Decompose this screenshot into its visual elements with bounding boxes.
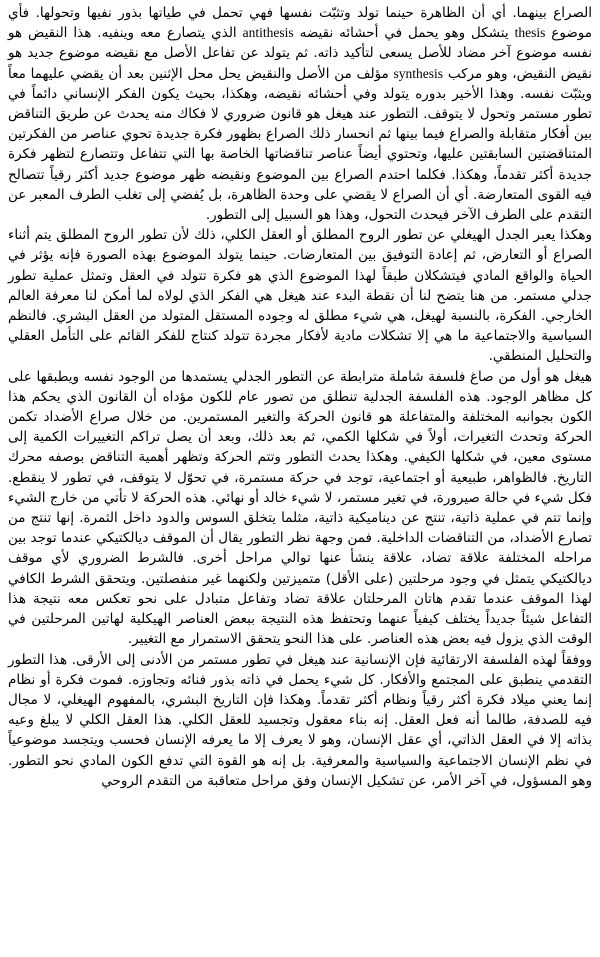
body-paragraph [8,650,592,791]
paragraph-text: ووفقاً لهذه الفلسفة الارتقائية فإن الإنسانية عند هيغل في تطور مستمر من الأدنى إلى الأرقى. هذا التطور التقدمي ينطبق على المجتمع والأفكار. كل شيء يحمل في ذاته بذور فنائه وتجاوزه. فموت فكرة أو نظام إنما يعني ميلاد فكرة أكثر رقياً ونظام أكثر تقدماً. وهكذا فإن التاريخ البشري، بالمفهوم الهيغلي، لا مجال فيه للصدفة، طالما أنه فعل العقل. إنه بناء معقول وتجسيد للعقل الكلي. هذا العقل الكلي لا يبلغ وعيه بذاته إلا في العقل الذاتي، أي عقل الإنسان، وهو لا يعرف إلا ما يعرفه الإنسان فحسب ويتجسد موضوعياً في نظم الإنسان الاجتماعية والسياسية والمعرفية. بل إنه هو القوة التي تدفع الكون المادي نحو التطور. وهو المسؤول، في آخر الأمر، عن تشكيل الإنسان وفق مراحل متعاقبة من التقدم الروحي [8,651,592,789]
body-paragraph [8,3,592,225]
paragraph-text: الذي يتصارع معه وينفيه. هذا النقيض هو نفسه موضوع آخر مضاد للأصل يسعى لتأكيد ذاته. ثم يتولد عن تفاعل الأصل مع نقيضه موضوع جديد هو نقيض النقيض، وهو مركب [8,25,592,82]
paragraph-text: هيغل هو أول من صاغ فلسفة شاملة مترابطة عن التطور الجدلي يستمدها من الوجود نفسه ويطبقها على كل مظاهر الوجود. هذه الفلسفة الجدلية تنطلق من تصور عام للكون مؤداه أن القانون الذي يحكم هذا الكون بجوانبه المختلفة والمتفاعلة هو قانون الحركة والتغير المستمرين. من خلال صراع الأضداد تكمن الحركة وتحدث التغيرات، أولاً في شكلها الكمي، ثم بعد ذلك، وبعد أن يصل تراكم التغييرات الكمية إلى مستوى معين، في شكلها الكيفي. وهكذا يحدث التطور وتتم الحركة وتظهر أهمية التناقض بوصفه محرك التاريخ. فالظواهر، طبيعية أو اجتماعية، توجد في حركة مستمرة، في تحوّل لا يتوقف، في تطور لا ينقطع. فكل شيء في حالة صيرورة، في تغير مستمر، لا شيء خالد أو نهائي. هذه الحركة لا تأتي من خارج الشيء وإنما تتم في عملية ذاتية، تنتج عن ديناميكية ذاتية، مثلما يتخلق السوس والدود داخل الثمرة. إنها تنتج من تصارع الأضداد، من التناقضات الداخلية. فمن وجهة نظر التطور يقال أن الموقف ديالكتيكي عندما توجد بين مراحله المختلفة علاقة تضاد، علاقة ينشأ عنها توالي مراحل أخرى. فالشرط الضروري لأي موقف ديالكتيكي يتمثل في وجود مرحلتين (على الأقل) متميزتين ولكنهما غير منفصلتين. ويتحقق الشرط الكافي لهذا الموقف عندما تقدم هاتان المرحلتان علاقة تضاد وتفاعل متبادل على نحو تعكس معه نتيجة هذا التفاعل شيئاً جديداً يختلف كيفياً عنهما وتحتفظ هذه النتيجة ببعض العناصر الهيكلية لهاتين المرحلتين في الوقت الذي يزول فيه بعض هذه العناصر. على هذا النحو يتحقق الاستمرار مع التغيير. [8,368,592,648]
document-body [8,3,592,791]
paragraph-text: مؤلف من الأصل والنقيض يحل محل الإثنين بعد أن يقضي عليهما معاً ويثبّت نفسه. وهذا الأخير بدوره يتولد وفي أحشائه نقيضه، وهكذا، بحيث يكون الفكر الإنساني دائماً في تطور مستمر وتحول لا يتوقف. التطور عند هيغل هو قانون ضروري لا فكاك منه يحدث عن طريق التناقض بين أفكار متقابلة والصراع فيما بينها ثم انحسار ذلك الصراع بظهور فكرة جديدة تحوي عناصر من الفكرتين المتناقضتين السابقتين عليها، وتحتوي أيضاً عناصر تناقضاتها الخاصة بها التي تتفاعل وتتصارع لتظهر فكرة جديدة أكثر تقدماً، وهكذا. فكلما احتدم الصراع بين الموضوع ونقيضه ظهر موضوع جديد أكثر رقياً تتصالح فيه القوى المتعارضة. أي أن الصراع لا يقضي على وحدة الظاهرة، بل يُفضي إلى تغلب الطرف المعبر عن التقدم على الطرف الآخر فيحدث التحول، وهذا هو السبيل إلى التطور. [8,65,592,224]
paragraph-text: يتشكل وهو يحمل في أحشائه نقيضه [293,25,515,42]
paragraph-text: الصراع بينهما. أي أن الظاهرة حينما تولد وتثبّت نفسها فهي تحمل في طياتها بذور نفيها وتحولها. فأي موضوع [8,5,592,42]
latin-term: synthesis [393,65,444,81]
paragraph-text: وهكذا يعبر الجدل الهيغلي عن تطور الروح المطلق أو العقل الكلي، ذلك لأن تطور الروح المطلق يتم أثناء الصراع أو التعارض، ثم إعادة التوفيق بين المتعارضات. حينما يتولد الموضوع بهذه الصورة فإنه يؤثر في الحياة والواقع المادي فيتشكلان طبقاً لهذا الموضوع الذي هو فكرة تتولد في العقل وتمثل عملية تطور جدلي مستمر. من هنا يتضح لنا أن نقطة البدء عند هيغل هي الفكر الذي لولاه لما أمكن لنا معرفة العالم الخارجي. الفكرة، بالنسبة لهيغل، هي شيء مطلق له وجوده المستقل المتولد من العقل البشري. فالنظم السياسية والاجتماعية ما هي إلا تشكلات مادية لأفكار مجردة تتولد كنتاج للفكر القائم على التأمل العقلي والتحليل المنطقي. [8,227,592,365]
body-paragraph [8,367,592,650]
body-paragraph [8,225,592,366]
latin-term: thesis [514,25,546,41]
latin-term: antithesis [242,25,294,41]
